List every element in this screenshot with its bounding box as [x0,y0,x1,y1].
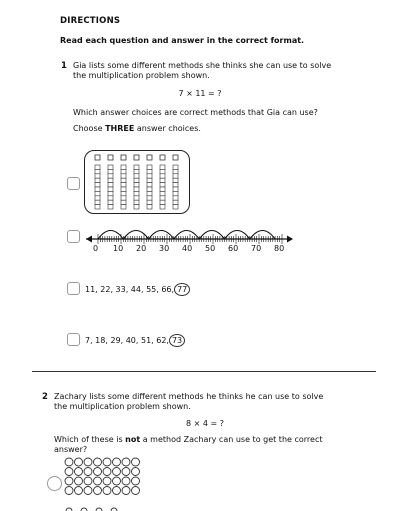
question-2-expression: 8 × 4 = ? [185,419,224,428]
unit-cube [108,155,113,160]
choice-c-checkbox[interactable] [67,282,80,295]
q2-question-prefix: Which of these is [54,435,126,444]
instruction-bold: THREE [105,124,135,133]
unit-cube [95,155,100,160]
choice-a-checkbox[interactable] [67,177,80,190]
array-dot [132,468,140,476]
jump-arc [123,231,148,240]
number-line-labels [84,244,296,256]
base-ten-blocks-image [84,150,190,214]
array-dot [132,487,140,495]
array-dot [103,458,111,466]
array-dot [94,468,102,476]
array-dot [113,458,121,466]
array-dot [75,477,83,485]
left-arrow-icon [86,236,92,243]
q2-choice-a-radio[interactable] [47,476,62,491]
array-dot [122,477,130,485]
array-dot [94,487,102,495]
array-dot [132,458,140,466]
jump-arc [98,231,123,240]
array-dot [113,468,121,476]
ten-rod [108,165,113,209]
question-2-prompt: Zachary lists some different methods he thinks he can use to solve the multiplication problem shown. [54,392,324,411]
array-dot [75,468,83,476]
base-ten-blocks-svg [85,151,189,213]
array-dot [65,487,73,495]
question-divider [32,371,376,372]
array-dot [103,468,111,476]
array-dot [122,458,130,466]
question-1-number: 1 [61,61,67,71]
tick-label-80: 80 [274,244,285,253]
array-dot [84,468,92,476]
tick-label-0: 0 [93,244,99,253]
array-dot [65,477,73,485]
dot-array-image [64,457,144,499]
directions-text: Read each question and answer in the correct format. [60,36,305,45]
choice-c-circled-number: 77 [174,283,190,296]
jump-arc [174,231,199,240]
array-dot [103,477,111,485]
directions-title: DIRECTIONS [60,16,121,26]
unit-cube [160,155,165,160]
ten-rod [147,165,152,209]
array-dot [122,487,130,495]
unit-cube [147,155,152,160]
unit-cube [121,155,126,160]
unit-cube [173,155,178,160]
jump-arc [225,231,250,240]
array-dot [103,487,111,495]
choice-d-text [85,334,185,347]
array-dot [94,477,102,485]
array-dot [122,468,130,476]
tick-label-40: 40 [182,244,193,253]
choice-b-checkbox[interactable] [67,230,80,243]
q2-question-bold: not [125,435,141,444]
choice-d-sequence: 7, 18, 29, 40, 51, 62, [85,336,169,345]
tick-label-50: 50 [205,244,216,253]
question-2-question [54,435,354,455]
tick-label-70: 70 [251,244,262,253]
choice-d-checkbox[interactable] [67,333,80,346]
instruction-suffix: answer choices. [134,124,201,133]
array-dot [84,458,92,466]
array-dot [75,487,83,495]
array-dot [94,458,102,466]
array-dot [113,487,121,495]
jump-arc [149,231,174,240]
ten-rod [160,165,165,209]
next-choice-partial [64,505,124,511]
choice-c-sequence: 11, 22, 33, 44, 55, 66, [85,285,175,294]
question-1-instruction [73,124,201,134]
question-1-prompt: Gia lists some different methods she thinks she can use to solve the multiplication problem shown. [73,61,332,80]
ten-rod [173,165,178,209]
question-1-question: Which answer choices are correct methods that Gia can use? [73,108,318,117]
jump-arc [250,231,275,240]
tick-label-10: 10 [113,244,124,253]
array-dot [84,487,92,495]
tick-label-20: 20 [136,244,147,253]
tick-label-60: 60 [228,244,239,253]
array-dot [84,477,92,485]
instruction-prefix: Choose [73,124,106,133]
array-dot [75,458,83,466]
array-dot [65,458,73,466]
array-dot [65,468,73,476]
unit-cube [134,155,139,160]
choice-d-circled-number: 73 [169,334,185,347]
ten-rod [134,165,139,209]
ten-rod [121,165,126,209]
question-1-expression: 7 × 11 = ? [178,89,222,98]
array-dot [113,477,121,485]
right-arrow-icon [287,236,293,243]
question-2-number: 2 [42,392,48,402]
jump-arc [199,231,224,240]
array-dot [132,477,140,485]
ten-rod [95,165,100,209]
choice-c-text [85,283,190,296]
tick-label-30: 30 [159,244,170,253]
q2-question-suffix: a method Zachary can use to get the correct answer? [54,435,323,454]
